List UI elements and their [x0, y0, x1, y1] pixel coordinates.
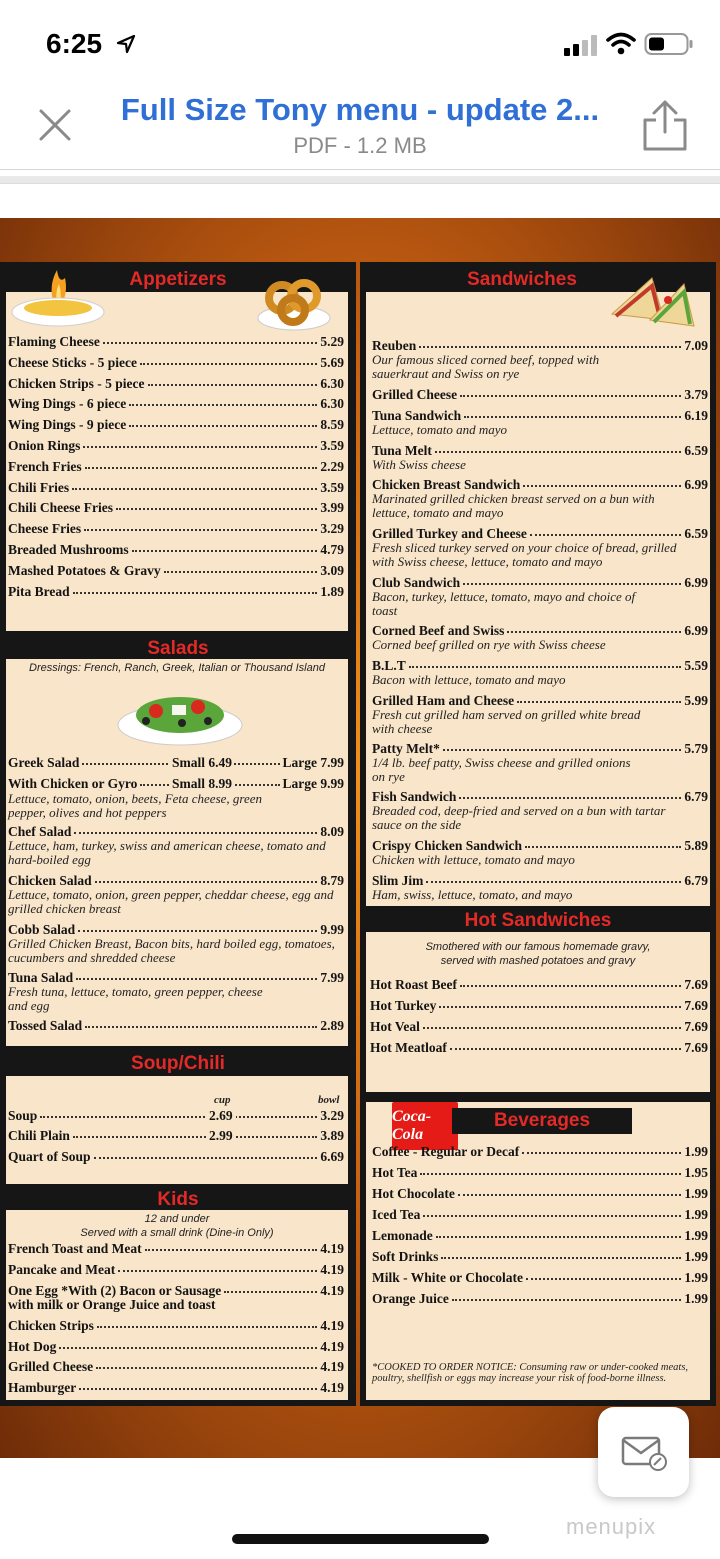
item-name: Cheese Sticks - 5 piece: [8, 354, 137, 370]
kids-item: [8, 1359, 344, 1374]
item-name: Tuna Salad: [8, 970, 74, 985]
dot-leader: [59, 1338, 317, 1349]
item-price: 1.99: [684, 1144, 708, 1159]
dot-leader: [145, 1240, 318, 1251]
item-name: Chili Cheese Fries: [8, 500, 113, 516]
beverage-item: [372, 1270, 708, 1285]
appetizer-item: [8, 334, 344, 349]
dot-leader: [132, 541, 318, 552]
appetizer-item: [8, 396, 344, 411]
bowl-label: bowl: [318, 1094, 340, 1106]
menupix-watermark: menupix: [566, 1514, 657, 1539]
beverage-item: [372, 1228, 708, 1243]
item-name: Hot Dog: [8, 1339, 57, 1354]
appetizer-item: [8, 459, 344, 474]
dot-leader: [530, 525, 681, 536]
sandwich-item: [372, 693, 708, 708]
beverage-item: [372, 1165, 708, 1180]
dot-leader: [409, 657, 682, 668]
item-name: Grilled Cheese: [372, 387, 458, 402]
item-name: Quart of Soup: [8, 1149, 91, 1164]
item-price: 8.09: [320, 824, 344, 839]
item-price: 1.99: [684, 1270, 708, 1285]
item-name: Hamburger: [8, 1380, 77, 1395]
appetizer-item: [8, 542, 344, 557]
item-price: 6.69: [320, 1149, 344, 1164]
item-name: Cheese Fries: [8, 521, 82, 537]
item-price: 5.59: [684, 658, 708, 673]
appetizer-item: [8, 584, 344, 599]
item-name: Reuben: [372, 338, 417, 353]
dot-leader: [460, 386, 681, 397]
item-name: Tossed Salad: [8, 1018, 83, 1033]
document-subtitle: PDF - 1.2 MB: [293, 133, 427, 158]
sandwich-item: [372, 408, 708, 423]
coca-cola-logo: Coca-Cola: [392, 1102, 458, 1150]
dot-leader: [450, 1039, 682, 1050]
appetizer-item: [8, 355, 344, 370]
sandwich-desc: Chicken with lettuce, tomato and mayo: [372, 852, 575, 867]
item-price: 6.99: [684, 623, 708, 638]
item-name: Tuna Melt: [372, 443, 432, 458]
hot-note-1: Smothered with our famous homemade gravy,: [425, 941, 651, 953]
kids-note-age: 12 and under: [144, 1213, 210, 1225]
item-name: Mashed Potatoes & Gravy: [8, 562, 161, 578]
item-price: 1.99: [684, 1207, 708, 1222]
dot-leader: [458, 1185, 682, 1196]
beverage-item: [372, 1291, 708, 1306]
item-price: 1.99: [684, 1249, 708, 1264]
sandwich-item: [372, 526, 708, 541]
dot-leader: [523, 476, 681, 487]
sandwich-desc: Fresh cut grilled ham served on grilled white bread with cheese: [372, 707, 641, 736]
salads-title: Salads: [147, 638, 209, 659]
dot-leader: [79, 1379, 317, 1390]
item-price: 1.99: [684, 1228, 708, 1243]
chili-item: [8, 1128, 344, 1143]
item-name: Chicken Breast Sandwich: [372, 477, 521, 492]
dot-leader: [452, 1290, 682, 1301]
item-price: 4.19: [320, 1380, 344, 1395]
sandwich-item: [372, 338, 708, 353]
item-price: 7.69: [684, 977, 708, 992]
sandwiches-title: Sandwiches: [467, 269, 577, 290]
dot-leader: [507, 622, 681, 633]
item-name: Coffee - Regular or Decaf: [372, 1144, 520, 1159]
home-indicator: [232, 1534, 489, 1544]
dot-leader: [423, 1206, 681, 1217]
sandwich-desc: Ham, swiss, lettuce, tomato, and mayo: [372, 887, 573, 902]
kids-item: [8, 1380, 344, 1395]
sandwich-item: [372, 575, 708, 590]
appetizer-item: [8, 563, 344, 578]
item-name: Grilled Ham and Cheese: [372, 693, 515, 708]
salad-item-desc: Lettuce, ham, turkey, swiss and american cheese, tomato and hard-boiled egg: [8, 838, 326, 867]
gyro-small-price: Small 8.99: [172, 776, 233, 791]
item-price: 6.30: [320, 396, 344, 412]
item-price: 7.69: [684, 1040, 708, 1055]
dot-leader: [224, 1282, 317, 1293]
appetizer-item: [8, 438, 344, 453]
dot-leader: [419, 337, 681, 348]
dot-leader: [525, 837, 681, 848]
salad-item-desc: Lettuce, tomato, onion, green pepper, cheddar cheese, egg and grilled chicken breast: [8, 887, 334, 916]
item-name: Greek Salad: [8, 755, 80, 770]
item-name: Hot Tea: [372, 1165, 418, 1180]
sandwich-desc: Our famous sliced corned beef, topped with sauerkraut and Swiss on rye: [372, 352, 600, 381]
sandwich-desc: Corned beef grilled on rye with Swiss cheese: [372, 637, 606, 652]
dot-leader: [72, 479, 317, 490]
dot-leader: [78, 921, 317, 932]
item-price: 3.09: [320, 562, 344, 578]
item-name: Iced Tea: [372, 1207, 421, 1222]
item-name: Chili Plain: [8, 1128, 70, 1143]
dot-leader: [148, 375, 318, 386]
greek-salad-image: [116, 681, 244, 747]
sandwich-item: [372, 387, 708, 402]
salad-gyro-desc: Lettuce, tomato, onion, beets, Feta cheese, green pepper, olives and hot peppers: [8, 791, 263, 820]
flaming-cheese-image: [10, 264, 108, 332]
item-name: Club Sandwich: [372, 575, 461, 590]
dot-leader: [426, 872, 681, 883]
dot-leader: [84, 520, 317, 531]
sandwich-item: [372, 623, 708, 638]
kids-title: Kids: [157, 1189, 199, 1210]
item-name: Onion Rings: [8, 438, 81, 453]
dot-leader: [441, 1248, 681, 1259]
item-name: Hot Roast Beef: [370, 977, 457, 992]
dot-leader: [118, 1261, 317, 1272]
document-title: Full Size Tony menu - update 2...: [120, 92, 600, 127]
item-price: 8.79: [320, 873, 344, 888]
item-price: 4.79: [320, 542, 344, 557]
salad-dressings: Dressings: French, Ranch, Greek, Italian or Thousand Island: [29, 662, 325, 674]
item-name: Chicken Salad: [8, 873, 92, 888]
salad-item: [8, 970, 344, 985]
item-price: 3.29: [320, 521, 344, 537]
item-name: Breaded Mushrooms: [8, 542, 129, 557]
dot-leader: [443, 740, 682, 751]
wifi-icon: [606, 32, 636, 56]
item-price: 6.59: [684, 443, 708, 458]
sandwich-desc: With Swiss cheese: [372, 457, 466, 472]
item-name: Chicken Strips - 5 piece: [8, 375, 145, 391]
item-price: 7.09: [684, 338, 708, 353]
soup-title: Soup/Chili: [131, 1053, 225, 1074]
dot-leader: [96, 1358, 317, 1369]
item-price: 6.99: [684, 477, 708, 492]
appetizer-item: [8, 480, 344, 495]
appetizer-item: [8, 500, 344, 515]
item-name: Grilled Turkey and Cheese: [372, 526, 527, 541]
item-name: Flaming Cheese: [8, 334, 100, 349]
beverage-item: [372, 1207, 708, 1222]
soup-item: [8, 1108, 344, 1123]
item-price: 6.59: [684, 526, 708, 541]
dot-leader: [85, 458, 318, 469]
item-price: 5.29: [320, 334, 344, 349]
item-name: Wing Dings - 6 piece: [8, 396, 127, 412]
onion-rings-image: [256, 274, 332, 332]
dot-leader: [526, 1269, 681, 1280]
item-price: 3.99: [320, 500, 344, 516]
dot-leader: [435, 442, 681, 453]
item-price: 3.59: [320, 479, 344, 495]
hot-note-2: served with mashed potatoes and gravy: [440, 955, 636, 967]
item-name: Orange Juice: [372, 1291, 449, 1306]
beverages-title: Beverages: [452, 1108, 632, 1134]
item-name: Crispy Chicken Sandwich: [372, 838, 523, 853]
item-price: 1.99: [684, 1186, 708, 1201]
item-price: 6.30: [320, 375, 344, 391]
dot-leader: [76, 969, 317, 980]
item-name: French Fries: [8, 458, 82, 474]
beverage-item: [372, 1144, 708, 1159]
item-name: Wing Dings - 9 piece: [8, 417, 127, 433]
kids-note-drink: Served with a small drink (Dine-in Only): [80, 1227, 274, 1239]
signal-icon: [562, 34, 598, 56]
item-price: Large 7.99: [282, 755, 344, 770]
item-name: French Toast and Meat: [8, 1241, 142, 1256]
item-name: Chicken Strips: [8, 1318, 94, 1333]
beverage-item: [372, 1249, 708, 1264]
dot-leader: [439, 997, 681, 1008]
sandwich-desc: 1/4 lb. beef patty, Swiss cheese and grilled onions on rye: [372, 755, 631, 784]
dot-leader: [464, 407, 681, 418]
sandwich-desc: Breaded cod, deep-fried and served on a bun with tartar sauce on the side: [372, 803, 666, 832]
item-price: 2.89: [320, 1018, 344, 1033]
dot-leader: [129, 395, 317, 406]
item-name: Patty Melt*: [372, 741, 440, 756]
item-price: 4.19: [320, 1318, 344, 1333]
dot-leader: [463, 574, 681, 585]
status-bar: [0, 0, 720, 90]
item-price: 1.95: [684, 1165, 708, 1180]
appetizer-item: [8, 376, 344, 391]
item-price: 7.99: [320, 970, 344, 985]
hot-sandwiches-title: Hot Sandwiches: [464, 910, 612, 931]
item-price: 1.99: [684, 1291, 708, 1306]
item-name: With Chicken or Gyro: [8, 776, 138, 791]
item-name: Soup: [8, 1108, 38, 1123]
dot-leader: [97, 1317, 317, 1328]
item-price: 3.29: [320, 1108, 344, 1123]
item-price: 9.99: [320, 922, 344, 937]
kids-item: [8, 1339, 344, 1354]
item-price: 6.79: [684, 789, 708, 804]
quart-item: [8, 1149, 344, 1164]
location-arrow-icon: [116, 34, 136, 54]
close-icon[interactable]: [38, 108, 72, 142]
dot-leader: [522, 1143, 681, 1154]
dot-leader: [73, 583, 318, 594]
dot-leader: [74, 823, 317, 834]
sandwich-desc: Marinated grilled chicken breast served on a bun with lettuce, tomato and mayo: [372, 491, 655, 520]
item-price: 4.19: [320, 1283, 344, 1298]
item-price: 4.19: [320, 1339, 344, 1354]
sandwich-desc: Bacon with lettuce, tomato and mayo: [372, 672, 566, 687]
item-price: 3.89: [320, 1128, 344, 1143]
club-sandwich-image: [606, 270, 698, 338]
kids-item-line2: with milk or Orange Juice and toast: [8, 1297, 216, 1312]
item-name: Tuna Sandwich: [372, 408, 462, 423]
dot-leader: [420, 1164, 681, 1175]
pdf-page[interactable]: [0, 218, 720, 1458]
status-time: 6:25: [46, 28, 103, 59]
share-icon[interactable]: [640, 98, 690, 152]
dot-leader: [116, 499, 317, 510]
cup-label: cup: [214, 1094, 231, 1106]
chili-cup-price: 2.99: [206, 1128, 236, 1143]
hot-sandwich-item: [370, 998, 708, 1013]
dot-leader: [423, 1018, 681, 1029]
markup-button[interactable]: [598, 1407, 689, 1497]
item-name: Milk - White or Chocolate: [372, 1270, 523, 1285]
dot-leader: [94, 1148, 318, 1159]
item-price: 7.69: [684, 1019, 708, 1034]
item-name: Hot Veal: [370, 1019, 420, 1034]
dot-leader: [83, 437, 317, 448]
item-name: Lemonade: [372, 1228, 433, 1243]
battery-icon: [644, 32, 694, 56]
item-price: 4.19: [320, 1359, 344, 1374]
item-price: 2.29: [320, 458, 344, 474]
dot-leader: [73, 1127, 317, 1138]
salad-item-desc: Fresh tuna, lettuce, tomato, green pepper, cheese and egg: [8, 984, 263, 1013]
item-price: 8.59: [320, 417, 344, 433]
item-name: Pancake and Meat: [8, 1262, 116, 1277]
item-price: 6.19: [684, 408, 708, 423]
dot-leader: [436, 1227, 682, 1238]
kids-item: [8, 1262, 344, 1277]
item-price: 3.79: [684, 387, 708, 402]
kids-item: [8, 1241, 344, 1256]
item-price: 3.59: [320, 438, 344, 453]
item-name: Hot Chocolate: [372, 1186, 455, 1201]
dot-leader: [517, 692, 681, 703]
sandwich-item: [372, 873, 708, 888]
salad-item: [8, 873, 344, 888]
kids-item: [8, 1318, 344, 1333]
item-name: Slim Jim: [372, 873, 424, 888]
item-name: Hot Turkey: [370, 998, 437, 1013]
hot-sandwich-item: [370, 977, 708, 992]
salad-item-desc: Grilled Chicken Breast, Bacon bits, hard boiled egg, tomatoes, cucumbers and shredded cheese: [8, 936, 335, 965]
item-name: Cobb Salad: [8, 922, 76, 937]
dot-leader: [40, 1107, 317, 1118]
dot-leader: [459, 788, 681, 799]
item-price: 4.19: [320, 1241, 344, 1256]
salad-item: [8, 824, 344, 839]
appetizer-item: [8, 417, 344, 432]
beverage-item: [372, 1186, 708, 1201]
item-price: 5.69: [320, 354, 344, 370]
sandwich-item: [372, 789, 708, 804]
item-name: Hot Meatloaf: [370, 1040, 447, 1055]
sandwich-item: [372, 838, 708, 853]
kids-item: [8, 1283, 344, 1298]
cooked-to-order-notice: *COOKED TO ORDER NOTICE: Consuming raw or under-cooked meats, poultry, shellfish or eggs may increase your risk of food-borne illness.: [372, 1362, 689, 1384]
dot-leader: [164, 562, 318, 573]
item-name: Fish Sandwich: [372, 789, 457, 804]
greek-small-price: Small 6.49: [172, 755, 233, 770]
sandwich-item: [372, 741, 708, 756]
item-name: One Egg *With (2) Bacon or Sausage: [8, 1283, 222, 1298]
salad-item: [8, 922, 344, 937]
dot-leader: [103, 333, 318, 344]
item-price: Large 9.99: [282, 776, 344, 791]
item-name: Chef Salad: [8, 824, 72, 839]
item-price: 6.99: [684, 575, 708, 590]
item-price: 5.89: [684, 838, 708, 853]
hot-sandwich-item: [370, 1019, 708, 1034]
item-price: 5.99: [684, 693, 708, 708]
sandwich-desc: Lettuce, tomato and mayo: [372, 422, 508, 437]
item-name: Grilled Cheese: [8, 1359, 94, 1374]
appetizers-title: Appetizers: [129, 269, 227, 290]
item-name: Chili Fries: [8, 479, 70, 495]
item-price: 6.79: [684, 873, 708, 888]
item-price: 4.19: [320, 1262, 344, 1277]
item-price: 5.79: [684, 741, 708, 756]
dot-leader: [460, 976, 681, 987]
hot-sandwich-item: [370, 1040, 708, 1055]
sandwich-item: [372, 658, 708, 673]
appetizer-item: [8, 521, 344, 536]
dot-leader: [95, 872, 318, 883]
page-divider: [0, 176, 720, 184]
sandwich-desc: Bacon, turkey, lettuce, tomato, mayo and choice of toast: [372, 589, 636, 618]
item-name: Corned Beef and Swiss: [372, 623, 505, 638]
item-name: Soft Drinks: [372, 1249, 439, 1264]
dot-leader: [129, 416, 317, 427]
soup-cup-price: 2.69: [206, 1108, 236, 1123]
pdf-viewer-header: [0, 90, 720, 170]
sandwich-item: [372, 443, 708, 458]
dot-leader: [140, 354, 317, 365]
sandwich-item: [372, 477, 708, 492]
sandwich-desc: Fresh sliced turkey served on your choice of bread, grilled with Swiss cheese, lettuce, tomato and mayo: [372, 540, 677, 569]
item-price: 7.69: [684, 998, 708, 1013]
salad-item: [8, 1018, 344, 1033]
mail-markup-icon: [620, 1432, 668, 1472]
item-name: Pita Bread: [8, 583, 70, 599]
item-name: B.L.T: [372, 658, 406, 673]
item-price: 1.89: [320, 583, 344, 599]
dot-leader: [85, 1017, 317, 1028]
